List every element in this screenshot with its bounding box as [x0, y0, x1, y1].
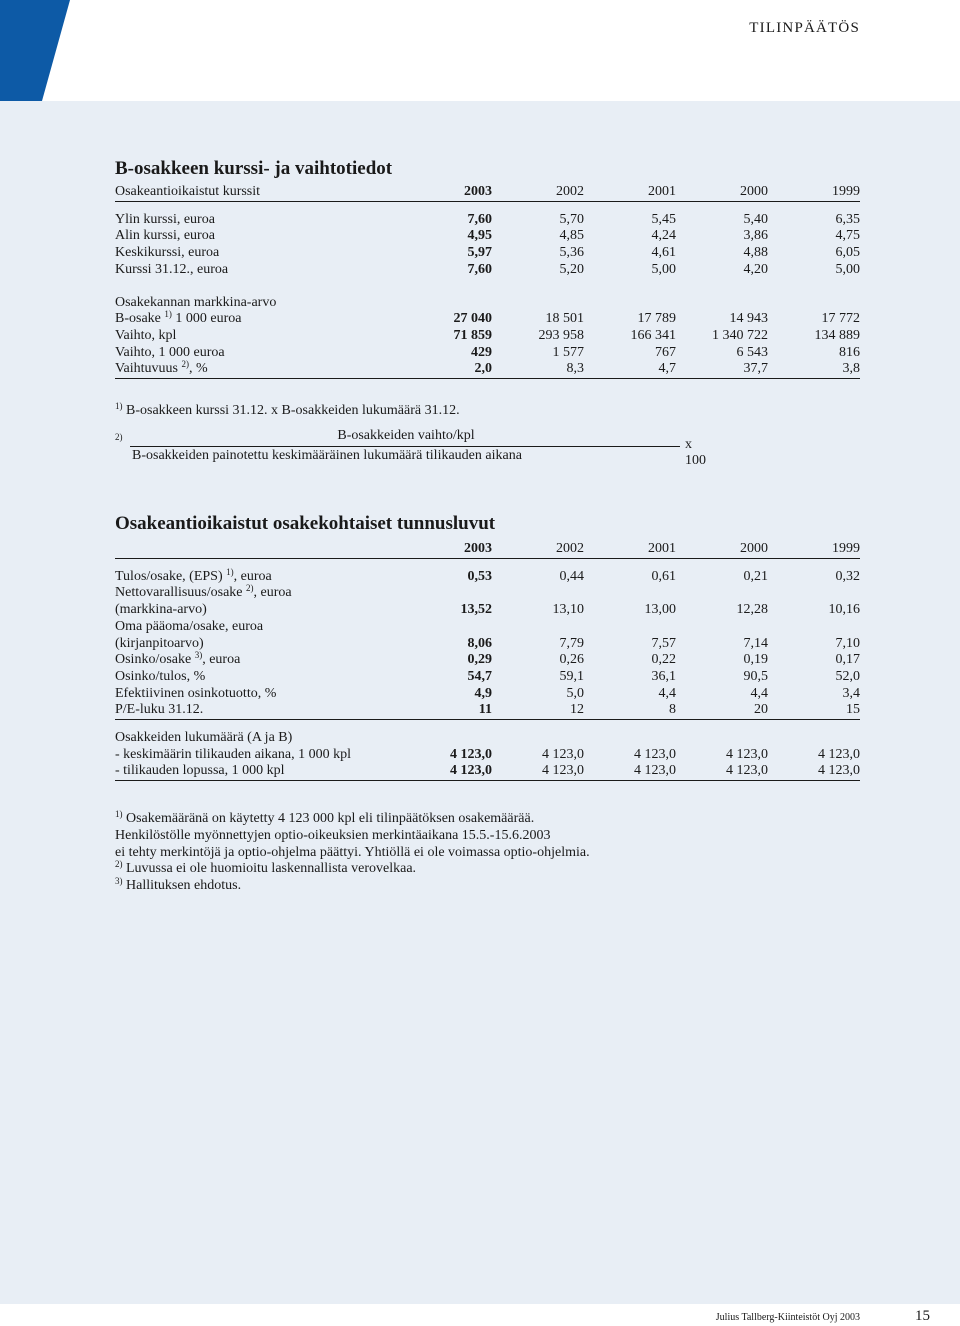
row-label: Kurssi 31.12., euroa — [115, 261, 229, 277]
cell: 6,35 — [835, 211, 860, 227]
fraction-line — [130, 446, 680, 447]
table-row — [115, 686, 860, 703]
cell: 27 040 — [453, 311, 492, 327]
subheading: Osakekannan markkina-arvo — [115, 294, 277, 310]
row-label: Vaihto, kpl — [115, 327, 177, 343]
cell: 90,5 — [743, 668, 768, 684]
cell: 4 123,0 — [676, 763, 768, 780]
cell: 12,28 — [736, 602, 768, 618]
row-label: P/E-luku 31.12. — [115, 702, 415, 719]
table-row — [115, 262, 860, 279]
footnote-1-line3: ei tehty merkintöjä ja optio-ohjelma päättyi. Yhtiöllä ei ole voimassa optio-ohjelmia. — [115, 844, 590, 860]
cell: 17 789 — [637, 311, 676, 327]
cell: 4 123,0 — [818, 746, 860, 762]
table-row — [115, 702, 860, 719]
cell: 52,0 — [835, 668, 860, 684]
table-row — [115, 245, 860, 262]
cell: 14 943 — [729, 311, 768, 327]
cell: 0,26 — [559, 652, 584, 668]
row-label: Vaihtuvuus $^{2)}$, % — [115, 361, 415, 378]
row-label: Alin kurssi, euroa — [115, 228, 215, 244]
table-row — [115, 669, 860, 686]
table-row — [115, 747, 860, 764]
page-number: 15 — [915, 1308, 930, 1324]
cell: 13,10 — [552, 602, 584, 618]
cell: 12 — [492, 702, 584, 719]
cell: 4,20 — [743, 261, 768, 277]
per-share-table — [115, 541, 860, 781]
cell: 0,19 — [743, 652, 768, 668]
cell: 7,10 — [835, 635, 860, 651]
cell: 4,75 — [835, 228, 860, 244]
cell: 5,45 — [651, 211, 676, 227]
cell: 37,7 — [676, 361, 768, 378]
row-label: - tilikauden lopussa, 1 000 kpl — [115, 763, 415, 780]
table-row — [115, 585, 860, 602]
row-label: Oma pääoma/osake, euroa — [115, 618, 264, 634]
cell: 5,0 — [566, 685, 584, 701]
footnote-2: $^{2)}$ Luvussa ei ole huomioitu laskennallista verovelkaa. — [115, 859, 417, 877]
cell: 1 340 722 — [712, 327, 768, 343]
cell: 5,97 — [467, 245, 492, 261]
cell: 7,60 — [467, 211, 492, 227]
cell: 36,1 — [651, 668, 676, 684]
cell: 0,17 — [835, 652, 860, 668]
year-col: 1999 — [768, 541, 860, 558]
cell: 0,53 — [467, 568, 492, 584]
cell: 767 — [655, 344, 676, 360]
cell: 3,86 — [743, 228, 768, 244]
table-row — [115, 619, 860, 636]
cell: 4,4 — [750, 685, 768, 701]
year-col: 2001 — [584, 541, 676, 558]
subheading-row — [115, 730, 860, 747]
cell: 6,05 — [835, 245, 860, 261]
section2-title: Osakeantioikaistut osakekohtaiset tunnusluvut — [115, 513, 496, 534]
cell: 429 — [471, 344, 492, 360]
turnover-formula — [115, 428, 706, 468]
cell: 20 — [676, 702, 768, 719]
cell: 3,8 — [768, 361, 860, 378]
table-row — [115, 652, 860, 669]
cell: 0,44 — [559, 568, 584, 584]
cell: 4,4 — [658, 685, 676, 701]
cell: 166 341 — [630, 327, 676, 343]
cell: 8,3 — [492, 361, 584, 378]
cell: 5,20 — [559, 261, 584, 277]
cell: 8,06 — [467, 635, 492, 651]
cell: 7,57 — [651, 635, 676, 651]
cell: 4,95 — [467, 228, 492, 244]
year-col: 2002 — [492, 184, 584, 201]
cell: 0,32 — [835, 568, 860, 584]
section-per-share-figures — [115, 513, 860, 895]
cell: 816 — [839, 344, 860, 360]
table-header-row — [115, 184, 860, 201]
cell: 4,61 — [651, 245, 676, 261]
cell: 4 123,0 — [726, 746, 768, 762]
cell: 4 123,0 — [415, 763, 492, 780]
row-label: Osinko/osake $^{3)}$, euroa — [115, 650, 241, 668]
table-row — [115, 763, 860, 780]
row-label: Efektiivinen osinkotuotto, % — [115, 685, 277, 701]
table-row — [115, 361, 860, 378]
formula-denominator: B-osakkeiden painotettu keskimääräinen lukumäärä tilikauden aikana — [132, 448, 522, 463]
cell: 7,14 — [743, 635, 768, 651]
table-row — [115, 602, 860, 619]
table-row — [115, 212, 860, 229]
row-label: Ylin kurssi, euroa — [115, 211, 215, 227]
table-row — [115, 228, 860, 245]
row-label: Tulos/osake, (EPS) $^{1)}$, euroa — [115, 566, 272, 584]
cell: 4,88 — [743, 245, 768, 261]
cell: 59,1 — [559, 668, 584, 684]
cell: 5,36 — [559, 245, 584, 261]
year-col: 1999 — [768, 184, 860, 201]
prices-table — [115, 184, 860, 379]
cell: 4 123,0 — [542, 746, 584, 762]
year-col: 2001 — [584, 184, 676, 201]
header-section-label: TILINPÄÄTÖS — [749, 20, 860, 36]
cell: 18 501 — [545, 311, 584, 327]
table-row — [115, 569, 860, 586]
cell: 4,9 — [474, 685, 492, 701]
cell: 4 123,0 — [584, 763, 676, 780]
year-col: 2003 — [415, 541, 492, 558]
section-share-prices — [115, 158, 860, 420]
cell: 0,61 — [651, 568, 676, 584]
row-label: Vaihto, 1 000 euroa — [115, 344, 225, 360]
cell: 2,0 — [415, 361, 492, 378]
cell: 293 958 — [538, 327, 584, 343]
cell: 4,24 — [651, 228, 676, 244]
subheading-row — [115, 295, 860, 312]
cell: 1 577 — [552, 344, 584, 360]
cell: 17 772 — [821, 311, 860, 327]
row-label: B-osake $^{1)}$ 1 000 euroa — [115, 309, 242, 327]
section1-title: B-osakkeen kurssi- ja vaihtotiedot — [115, 158, 393, 179]
table-row — [115, 328, 860, 345]
cell: 5,70 — [559, 211, 584, 227]
cell: 4 123,0 — [634, 746, 676, 762]
row-label: (kirjanpitoarvo) — [115, 635, 204, 651]
cell: 5,40 — [743, 211, 768, 227]
cell: 0,22 — [651, 652, 676, 668]
cell: 71 859 — [453, 327, 492, 343]
year-col: 2000 — [676, 541, 768, 558]
formula-mark: 2) — [115, 432, 123, 442]
cell: 4 123,0 — [768, 763, 860, 780]
cell: 4,7 — [584, 361, 676, 378]
year-col: 2000 — [676, 184, 768, 201]
footnote-1: $^{1)}$ B-osakkeen kurssi 31.12. x B-osakkeiden lukumäärä 31.12. — [115, 401, 460, 419]
table-header-row — [115, 541, 860, 558]
table-row — [115, 311, 860, 328]
footnote-3: $^{3)}$ Hallituksen ehdotus. — [115, 875, 242, 893]
cell: 4 123,0 — [450, 746, 492, 762]
cell: 10,16 — [828, 602, 860, 618]
cell: 5,00 — [835, 261, 860, 277]
cell: 4,85 — [559, 228, 584, 244]
formula-multiplier: x 100 — [685, 437, 706, 468]
footnote-1: $^{1)}$ Osakemääränä on käytetty 4 123 000 kpl eli tilinpäätöksen osakemäärää. — [115, 809, 535, 827]
row-label: (markkina-arvo) — [115, 602, 207, 618]
year-col: 2003 — [415, 184, 492, 201]
cell: 15 — [768, 702, 860, 719]
cell: 134 889 — [814, 327, 860, 343]
cell: 6 543 — [736, 344, 768, 360]
row-label: Osinko/tulos, % — [115, 668, 206, 684]
cell: 11 — [415, 702, 492, 719]
footnotes — [115, 811, 860, 895]
table-row — [115, 345, 860, 362]
cell: 3,4 — [842, 685, 860, 701]
formula-numerator: B-osakkeiden vaihto/kpl — [337, 428, 475, 443]
header-label: Osakeantioikaistut kurssit — [115, 184, 415, 201]
footer-company: Julius Tallberg-Kiinteistöt Oyj 2003 — [715, 1312, 860, 1323]
cell: 7,79 — [559, 635, 584, 651]
table-row — [115, 636, 860, 653]
cell: 13,52 — [460, 602, 492, 618]
subheading: Osakkeiden lukumäärä (A ja B) — [115, 730, 293, 746]
row-label: - keskimäärin tilikauden aikana, 1 000 kpl — [115, 746, 351, 762]
row-label: Nettovarallisuus/osake $^{2)}$, euroa — [115, 583, 292, 601]
cell: 0,21 — [743, 568, 768, 584]
cell: 7,60 — [467, 261, 492, 277]
cell: 5,00 — [651, 261, 676, 277]
cell: 4 123,0 — [492, 763, 584, 780]
cell: 8 — [584, 702, 676, 719]
cell: 0,29 — [467, 652, 492, 668]
footnote-1-line2: Henkilöstölle myönnettyjen optio-oikeuksien merkintäaikana 15.5.-15.6.2003 — [115, 827, 551, 843]
row-label: Keskikurssi, euroa — [115, 245, 220, 261]
cell: 13,00 — [644, 602, 676, 618]
cell: 54,7 — [467, 668, 492, 684]
year-col: 2002 — [492, 541, 584, 558]
